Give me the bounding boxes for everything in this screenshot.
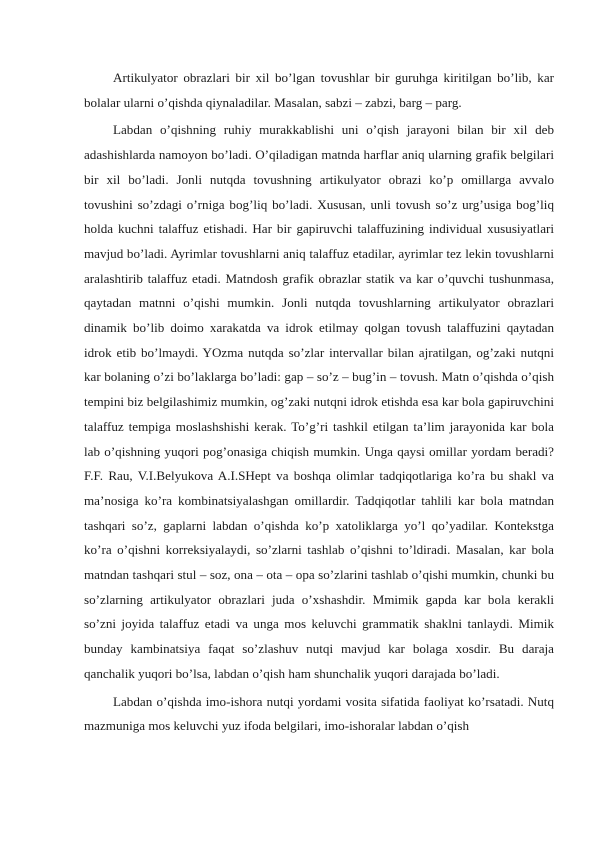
paragraph-3: Labdan o’qishda imo-ishora nutqi yordami vosita sifatida faoliyat ko’rsatadi. Nutq mazmuniga mos keluvchi yuz ifoda belgilari, imo-ishoralar labdan o’qish	[84, 693, 554, 734]
body-text	[84, 66, 554, 739]
paragraph-1: Artikulyator obrazlari bir xil bo’lgan tovushlar bir guruhga kiritilgan bo’lib, kar bolalar ularni o’qishda qiynaladilar. Masalan, sabzi – zabzi, barg – parg.	[84, 70, 554, 110]
paragraph-2: Labdan o’qishning ruhiy murakkablishi uni o’qish jarayoni bilan bir xil deb adashishlarda namoyon bo’ladi. O’qiladigan matnda harflar aniq ularning grafik belgilari bir xil bo’ladi. Jonli nutqda tovushning artikulyator obrazi ko’p omillarga avvalo tovushini so’zdagi o’rniga bog’liq bo’ladi. Xususan, unli tovush so’z urg’usiga bog’liq holda kuchni talaffuz etishadi. Har bir gapiruvchi talaffuzining individual xususiyatlari mavjud bo’ladi. Ayrimlar tovushlarni aniq talaffuz etadilar, ayrimlar tez lekin tovushlarni aralashtirib talaffuz etadi. Matndosh grafik obrazlar statik va kar o’quvchi tushunmasa, qaytadan matnni o’qishi mumkin. Jonli nutqda tovushlarning artikulyator obrazlari dinamik bo’lib doimo xarakatda va idrok etilmay qolgan tovush talaffuzini qaytadan idrok etib bo’lmaydi. YOzma nutqda so’zlar intervallar bilan ajratilgan, og’zaki nutqni kar bolaning o’zi bo’laklarga bo’ladi: gap – so’z – bug’in – tovush. Matn o’qishda o’qish tempini biz belgilashimiz mumkin, og’zaki nutqni idrok etishda esa kar bola gapiruvchini talaffuz tempiga moslashshishi kerak. To’g’ri tashkil etilgan ta’lim jarayonida kar bola lab o’qishning yuqori pog’onasiga chiqish mumkin. Unga qaysi omillar yordam beradi? F.F. Rau, V.I.Belyukova A.I.SHept va boshqa olimlar tadqiqotlariga ko’ra bu shakl va ma’nosiga ko’ra kombinatsiyalashgan omillardir. Tadqiqotlar tahlili kar bola matndan tashqari so’z, gaplarni labdan o’qishda ko’p xatoliklarga yo’l qo’yadilar. Kontekstga ko’ra o’qishni korreksiyalaydi, so’zlarni tashlab o’qishni to’ldiradi. Masalan, kar bola matndan tashqari stul – soz, ona – ota – opa so’zlarini tashlab o’qishi mumkin, chunki bu so’zlarning artikulyator obrazlari juda o’xshashdir. Mmimik gapda kar bola kerakli so’zni joyida talaffuz etadi va unga mos keluvchi grammatik shaklni tanlaydi. Mimik bunday kambinatsiya faqat so’zlashuv nutqi mavjud kar bolaga xosdir. Bu daraja qanchalik yuqori bo’lsa, labdan o’qish ham shunchalik yuqori darajada bo’ladi.	[84, 122, 554, 681]
